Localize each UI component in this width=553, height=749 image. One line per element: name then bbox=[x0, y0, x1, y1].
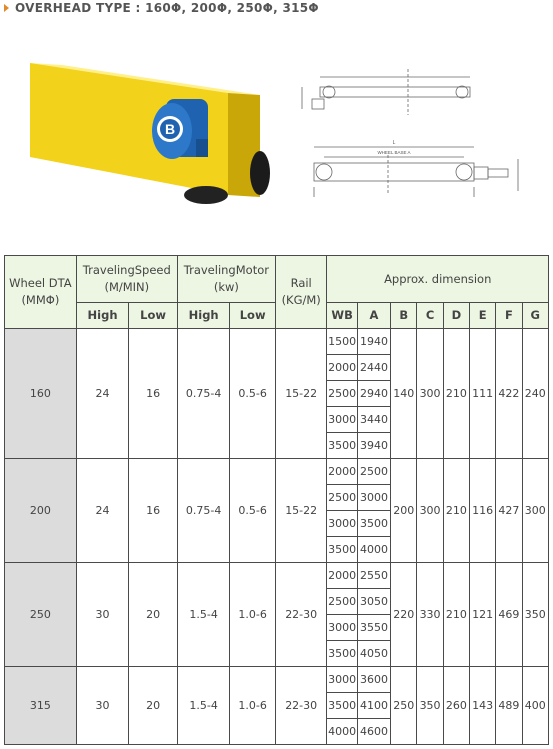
cell-wheel: 160 bbox=[5, 329, 77, 459]
col-header-g: G bbox=[522, 303, 548, 329]
table-row bbox=[5, 459, 549, 485]
col-header-speed: TravelingSpeed (M/MIN) bbox=[76, 256, 177, 303]
cell-d: 260 bbox=[443, 667, 469, 745]
dimension-drawing bbox=[298, 65, 528, 215]
cell-a: 3600 bbox=[357, 667, 390, 693]
cell-motor-low: 0.5-6 bbox=[230, 329, 276, 459]
cell-f: 422 bbox=[496, 329, 522, 459]
cell-wb: 1500 bbox=[327, 329, 357, 355]
cell-g: 400 bbox=[522, 667, 548, 745]
cell-speed-low: 16 bbox=[129, 329, 178, 459]
cell-a: 2500 bbox=[357, 459, 390, 485]
cell-d: 210 bbox=[443, 329, 469, 459]
cell-b: 140 bbox=[391, 329, 417, 459]
table-row bbox=[5, 563, 549, 589]
cell-a: 3940 bbox=[357, 433, 390, 459]
cell-wheel: 200 bbox=[5, 459, 77, 563]
cell-b: 220 bbox=[391, 563, 417, 667]
cell-wheel: 250 bbox=[5, 563, 77, 667]
cell-motor-high: 0.75-4 bbox=[177, 329, 230, 459]
col-header-c: C bbox=[417, 303, 443, 329]
cell-a: 4050 bbox=[357, 641, 390, 667]
wheel-right bbox=[250, 151, 270, 195]
cell-speed-low: 20 bbox=[129, 667, 178, 745]
spec-table bbox=[4, 255, 549, 745]
cell-a: 3500 bbox=[357, 511, 390, 537]
cell-f: 469 bbox=[496, 563, 522, 667]
col-header-approx: Approx. dimension bbox=[327, 256, 549, 303]
cell-a: 3440 bbox=[357, 407, 390, 433]
col-header-motor-high: High bbox=[177, 303, 230, 329]
col-header-wheel: Wheel DTA (MMΦ) bbox=[5, 256, 77, 329]
wheel-bottom bbox=[184, 186, 228, 204]
cell-motor-low: 1.0-6 bbox=[230, 563, 276, 667]
cell-g: 240 bbox=[522, 329, 548, 459]
cell-c: 300 bbox=[417, 459, 443, 563]
col-header-a: A bbox=[357, 303, 390, 329]
cell-c: 330 bbox=[417, 563, 443, 667]
cell-speed-high: 24 bbox=[76, 329, 129, 459]
cell-wb: 2000 bbox=[327, 459, 357, 485]
cell-speed-low: 20 bbox=[129, 563, 178, 667]
cell-wb: 2500 bbox=[327, 485, 357, 511]
col-header-f: F bbox=[496, 303, 522, 329]
table-row bbox=[5, 667, 549, 693]
cell-wb: 3500 bbox=[327, 693, 357, 719]
cell-d: 210 bbox=[443, 459, 469, 563]
cell-rail: 15-22 bbox=[275, 459, 327, 563]
cell-speed-low: 16 bbox=[129, 459, 178, 563]
cell-wb: 3000 bbox=[327, 667, 357, 693]
svg-text:WHEEL BASE A: WHEEL BASE A bbox=[377, 150, 411, 155]
cell-a: 2550 bbox=[357, 563, 390, 589]
cell-e: 121 bbox=[469, 563, 495, 667]
cell-wb: 2500 bbox=[327, 381, 357, 407]
cell-motor-high: 1.5-4 bbox=[177, 563, 230, 667]
cell-wheel: 315 bbox=[5, 667, 77, 745]
cell-wb: 3500 bbox=[327, 537, 357, 563]
arrow-right-icon bbox=[4, 4, 9, 12]
cell-wb: 2000 bbox=[327, 563, 357, 589]
cell-f: 427 bbox=[496, 459, 522, 563]
col-header-speed-low: Low bbox=[129, 303, 178, 329]
cell-speed-high: 30 bbox=[76, 563, 129, 667]
col-header-motor: TravelingMotor (kw) bbox=[177, 256, 275, 303]
cell-wb: 4000 bbox=[327, 719, 357, 745]
cell-a: 2940 bbox=[357, 381, 390, 407]
cell-rail: 22-30 bbox=[275, 563, 327, 667]
cell-a: 3550 bbox=[357, 615, 390, 641]
col-header-wb: WB bbox=[327, 303, 357, 329]
cell-wb: 3500 bbox=[327, 641, 357, 667]
cell-a: 4600 bbox=[357, 719, 390, 745]
cell-f: 489 bbox=[496, 667, 522, 745]
cell-a: 3000 bbox=[357, 485, 390, 511]
cell-e: 143 bbox=[469, 667, 495, 745]
cell-speed-high: 30 bbox=[76, 667, 129, 745]
table-row bbox=[5, 329, 549, 355]
page-title: OVERHEAD TYPE : 160Φ, 200Φ, 250Φ, 315Φ bbox=[15, 1, 319, 15]
col-header-speed-high: High bbox=[76, 303, 129, 329]
cell-wb: 2000 bbox=[327, 355, 357, 381]
cell-wb: 3000 bbox=[327, 407, 357, 433]
cell-motor-high: 1.5-4 bbox=[177, 667, 230, 745]
cell-c: 350 bbox=[417, 667, 443, 745]
cell-a: 3050 bbox=[357, 589, 390, 615]
cell-wb: 3000 bbox=[327, 511, 357, 537]
cell-g: 350 bbox=[522, 563, 548, 667]
col-header-b: B bbox=[391, 303, 417, 329]
svg-text:L: L bbox=[392, 140, 396, 146]
col-header-d: D bbox=[443, 303, 469, 329]
cell-wb: 3500 bbox=[327, 433, 357, 459]
cell-rail: 22-30 bbox=[275, 667, 327, 745]
section-header bbox=[0, 0, 553, 18]
cell-a: 4100 bbox=[357, 693, 390, 719]
cell-e: 111 bbox=[469, 329, 495, 459]
cell-wb: 2500 bbox=[327, 589, 357, 615]
col-header-rail: Rail (KG/M) bbox=[275, 256, 327, 329]
cell-c: 300 bbox=[417, 329, 443, 459]
cell-a: 1940 bbox=[357, 329, 390, 355]
cell-motor-low: 0.5-6 bbox=[230, 459, 276, 563]
cell-rail: 15-22 bbox=[275, 329, 327, 459]
cell-d: 210 bbox=[443, 563, 469, 667]
cell-b: 200 bbox=[391, 459, 417, 563]
cell-a: 4000 bbox=[357, 537, 390, 563]
cell-motor-low: 1.0-6 bbox=[230, 667, 276, 745]
cell-motor-high: 0.75-4 bbox=[177, 459, 230, 563]
cell-b: 250 bbox=[391, 667, 417, 745]
cell-speed-high: 24 bbox=[76, 459, 129, 563]
product-photo bbox=[28, 55, 286, 220]
cell-g: 300 bbox=[522, 459, 548, 563]
col-header-motor-low: Low bbox=[230, 303, 276, 329]
cell-a: 2440 bbox=[357, 355, 390, 381]
cell-e: 116 bbox=[469, 459, 495, 563]
col-header-e: E bbox=[469, 303, 495, 329]
svg-text:B: B bbox=[164, 121, 176, 137]
cell-wb: 3000 bbox=[327, 615, 357, 641]
